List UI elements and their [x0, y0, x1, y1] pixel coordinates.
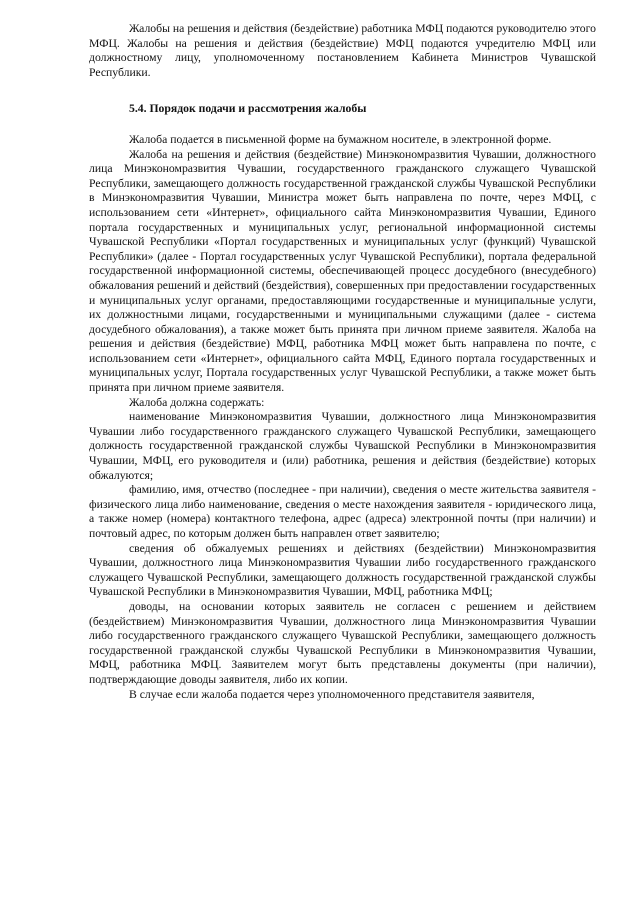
paragraph-complaint-recipients: Жалобы на решения и действия (бездействие) работника МФЦ подаются руководителю этого МФЦ. Жалобы на решения и действия (бездействие) МФЦ подаются учредителю МФЦ или должностному лицу, уполномоченному постановлением Кабинета Министров Чувашской Республики.	[89, 22, 596, 79]
paragraph-representative: В случае если жалоба подается через уполномоченного представителя заявителя,	[129, 687, 535, 701]
paragraph-complaint-form: Жалоба подается в письменной форме на бумажном носителе, в электронной форме.	[129, 132, 552, 146]
paragraph-complaint-channels: Жалоба на решения и действия (бездействие) Минэкономразвития Чувашии, должностного лица Минэкономразвития Чувашии, государственного гражданского служащего Чувашской Республики, замещающего должность государственной гражданской службы Чувашской Республики в Минэкономразвития Чувашии, Министра может быть направлена по почте, через МФЦ, с использованием сети «Интернет», официального сайта Минэкономразвития Чувашии, Единого портала государственных и муниципальных услуг, региональной информационной системы Чувашской Республики «Портал государственных и муниципальных услуг (функций) Чувашской Республики» (далее - Портал государственных услуг Чувашской Республики), портала федеральной государственной информационной системы, обеспечивающей процесс досудебного (внесудебного) обжалования решений и действий (бездействия), совершенных при предоставлении государственных и муниципальных услуг органами, предоставляющими государственные и муниципальные услуги, их должностными лицами, государственными и муниципальными служащими (далее - система досудебного обжалования), а также может быть принята при личном приеме заявителя. Жалоба на решения и действия (бездействие) МФЦ, работника МФЦ может быть направлена по почте, с использованием сети «Интернет», официального сайта МФЦ, Единого портала государственных и муниципальных услуг, Портала государственных услуг Чувашской Республики, а также может быть принята при личном приеме заявителя.	[89, 147, 596, 395]
paragraph-item-applicant: фамилию, имя, отчество (последнее - при наличии), сведения о месте жительства заявителя - физического лица либо наименование, сведения о месте нахождения заявителя - юридического лица, а также номер (номера) контактного телефона, адрес (адреса) электронной почты (при наличии) и почтовый адрес, по которым должен быть направлен ответ заявителю;	[89, 483, 596, 540]
section-heading: 5.4. Порядок подачи и рассмотрения жалобы	[129, 102, 367, 116]
paragraph-complaint-contents-intro: Жалоба должна содержать:	[129, 395, 265, 409]
paragraph-item-name: наименование Минэкономразвития Чувашии, должностного лица Минэкономразвития Чувашии либо государственного гражданского служащего Чувашской Республики, замещающего должность государственной гражданской службы Чувашской Республики в Минэкономразвития Чувашии, МФЦ, его руководителя и (или) работника, решения и действия (бездействие) которых обжалуются;	[89, 410, 596, 482]
paragraph-item-decisions: сведения об обжалуемых решениях и действиях (бездействии) Минэкономразвития Чувашии, должностного лица Минэкономразвития Чувашии либо государственного гражданского служащего Чувашской Республики, замещающего должность государственной гражданской службы Чувашской Республики в Минэкономразвития Чувашии, МФЦ, работника МФЦ;	[89, 541, 596, 599]
paragraph-item-arguments: доводы, на основании которых заявитель не согласен с решением и действием (бездействием) Минэкономразвития Чувашии, должностного лица Минэкономразвития Чувашии либо государственного гражданского служащего Чувашской Республики, замещающего должность государственной гражданской службы Чувашской Республики в Минэкономразвития Чувашии, МФЦ, работника МФЦ. Заявителем могут быть представлены документы (при наличии), подтверждающие доводы заявителя, либо их копии.	[89, 599, 596, 686]
